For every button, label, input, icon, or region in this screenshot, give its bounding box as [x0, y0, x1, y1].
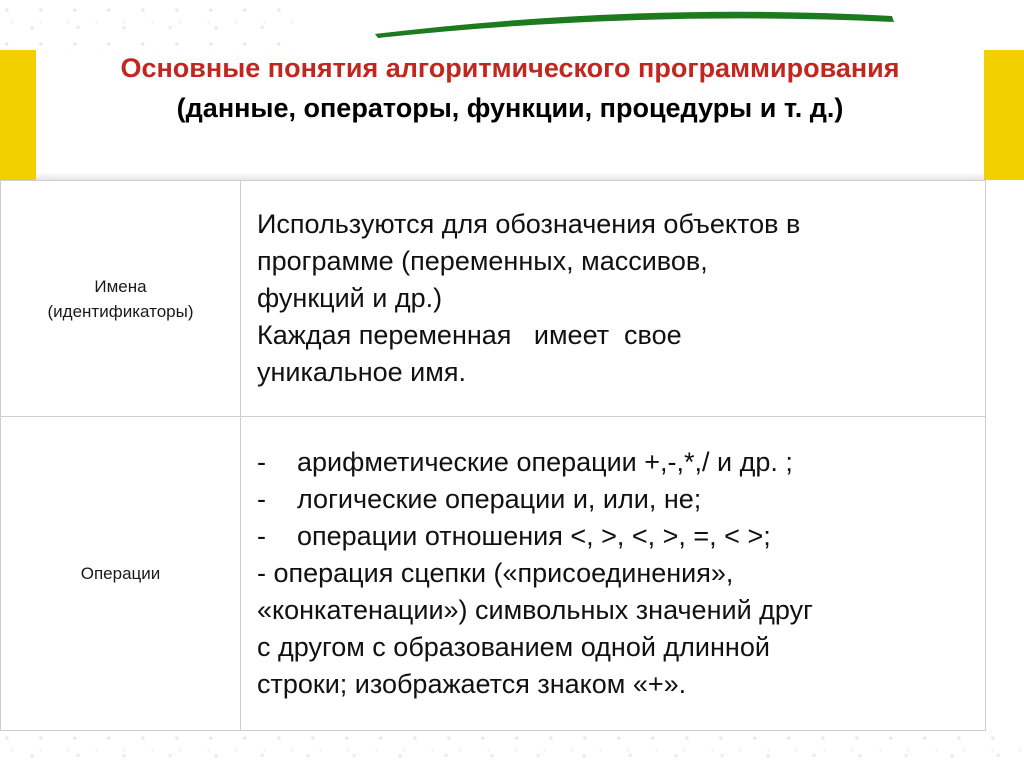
description-line: «конкатенации») символьных значений друг: [257, 595, 813, 625]
description-line: строки; изображается знаком «+».: [257, 669, 687, 699]
description-line: программе (переменных, массивов,: [257, 246, 708, 276]
description-line: Каждая переменная имеет свое: [257, 320, 682, 350]
description-line: функций и др.): [257, 283, 443, 313]
label-line: Операции: [80, 564, 161, 583]
row-description-names: [241, 181, 986, 417]
list-item: [257, 481, 971, 518]
dash-marker: -: [257, 484, 266, 514]
row-description-operations: [241, 417, 986, 731]
list-item-text: арифметические операции +,-,*,/ и др. ;: [297, 447, 793, 477]
table-row: [1, 181, 986, 417]
row-label-operations: [1, 417, 241, 731]
list-item-text: логические операции и, или, не;: [297, 484, 702, 514]
label-line: Имена: [94, 276, 147, 296]
slide-title: [60, 48, 960, 128]
title-band-shadow: [36, 172, 984, 180]
description-line: с другом с образованием одной длинной: [257, 632, 770, 662]
table-row: [1, 417, 986, 731]
description-line: уникальное имя.: [257, 357, 466, 387]
list-item-text: операции отношения <, >, <, >, =, < >;: [297, 521, 771, 551]
label-line: (идентификаторы): [47, 301, 194, 321]
list-item: [257, 444, 971, 481]
yellow-accent-bar-left: [0, 50, 36, 180]
concepts-table: [0, 180, 986, 731]
list-item: [257, 518, 971, 555]
description-line: - операция сцепки («присоединения»,: [257, 558, 734, 588]
description-line: Используются для обозначения объектов в: [257, 209, 801, 239]
row-label-names: [1, 181, 241, 417]
decorative-pattern-bottom: [0, 728, 1024, 767]
dash-marker: -: [257, 521, 266, 551]
yellow-accent-bar-right: [984, 50, 1024, 180]
slide-title-accent: Основные понятия алгоритмического программирования: [120, 53, 900, 83]
dash-marker: -: [257, 447, 266, 477]
slide-title-rest: (данные, операторы, функции, процедуры и т. д.): [176, 93, 844, 123]
